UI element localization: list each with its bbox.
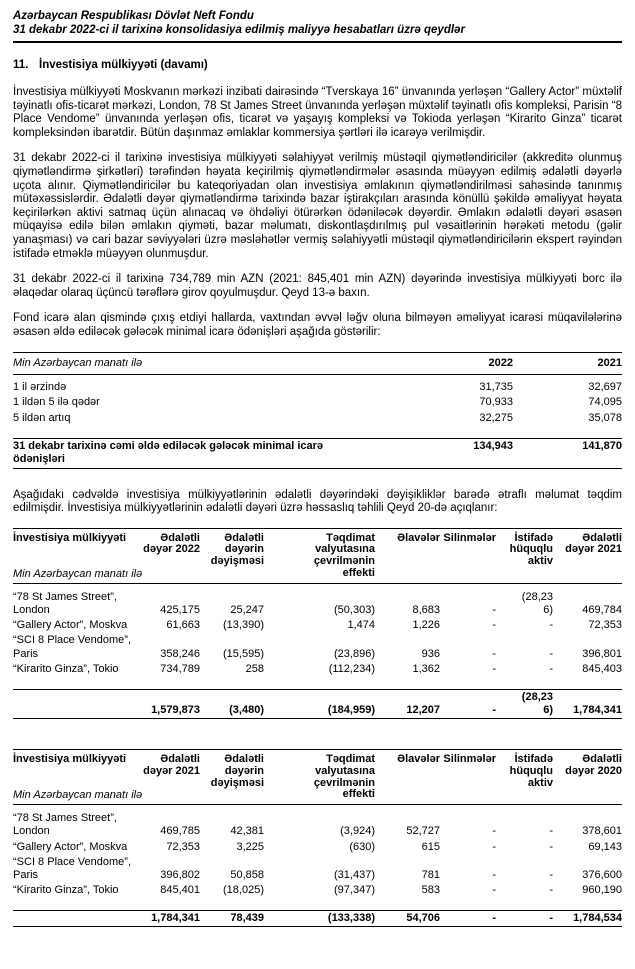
property-row (13, 618, 622, 633)
col-header-writeoffs: Silinmələr (440, 528, 496, 583)
col-header-writeoffs: Silinmələr (440, 750, 496, 805)
unit-label: Min Azərbaycan manatı ilə (13, 789, 143, 802)
lease-period-row (13, 411, 622, 427)
additions: 1,362 (412, 662, 440, 675)
property-header-label: İnvestisiya mülkiyyəti (13, 531, 127, 544)
lease-total-2021: 141,870 (513, 438, 622, 468)
fv-change: (18,025) (223, 884, 264, 897)
fair-value-prior: 69,143 (588, 840, 622, 853)
header-divider (13, 41, 622, 43)
col-header-fair-value-2021: Ədalətli dəyər 2021 (143, 750, 200, 805)
lease-period-row (13, 374, 622, 395)
additions: 781 (421, 869, 440, 881)
total-right-of-use-asset: - (496, 910, 553, 926)
total-fx-translation-effect: (133,338) (264, 910, 375, 926)
column-header-2021: 2021 (513, 352, 622, 374)
col-header-fx-translation-effect: Təqdimat valyutasına çevrilmənin effekti (264, 528, 375, 583)
right-of-use-asset: - (549, 840, 553, 853)
additions: 583 (421, 884, 440, 897)
col-header-right-of-use-asset: İstifadə hüquqlu aktiv (496, 750, 553, 805)
total-fair-value-current: 1,579,873 (143, 689, 200, 718)
fx-translation-effect: (112,234) (328, 662, 375, 675)
section-number: 11. (13, 59, 29, 71)
fv2021-table-head (13, 750, 622, 805)
amount-2021: 35,078 (588, 411, 622, 424)
lease-table-head (13, 352, 622, 374)
writeoffs: - (492, 647, 496, 660)
additions: 936 (421, 647, 440, 660)
property-row (13, 840, 622, 855)
property-name: “Gallery Actor”, Moskva (13, 619, 128, 632)
amount-2022: 31,735 (479, 380, 513, 393)
period-label: 1 ildən 5 ilə qədər (13, 396, 100, 408)
fair-value-prior: 378,601 (582, 825, 622, 838)
fv2021-header-row (13, 750, 622, 805)
fv-change: (15,595) (223, 647, 264, 660)
fair-value-prior: 469,784 (582, 604, 622, 617)
property-name: “78 St James Street”, London (13, 590, 117, 617)
writeoffs: - (492, 604, 496, 617)
additions: 8,683 (412, 604, 440, 617)
fx-translation-effect: (3,924) (340, 825, 375, 838)
spacer-row (13, 898, 622, 910)
property-row (13, 855, 622, 883)
property-name: “Gallery Actor”, Moskva (13, 840, 128, 853)
fv-change: 258 (245, 662, 264, 675)
fair-value-current: 61,663 (166, 619, 200, 632)
property-name: “Kirarito Ginza”, Tokio (13, 884, 119, 897)
fx-translation-effect: (50,303) (334, 604, 375, 617)
total-right-of-use-asset: (28,236) (496, 689, 553, 718)
total-fair-value-prior: 1,784,534 (553, 910, 622, 926)
col-header-property (13, 528, 143, 583)
col-header-right-of-use-asset: İstifadə hüquqlu aktiv (496, 528, 553, 583)
col-header-property (13, 750, 143, 805)
total-writeoffs: - (440, 689, 496, 718)
writeoffs: - (492, 840, 496, 853)
right-of-use-asset: - (549, 825, 553, 838)
lease-header-row (13, 352, 622, 374)
fv-change: 50,858 (230, 869, 264, 881)
amount-2022: 32,275 (479, 411, 513, 424)
spacer-row (13, 677, 622, 689)
additions: 1,226 (412, 619, 440, 632)
additions: 615 (421, 840, 440, 853)
totals-empty-cell (13, 910, 143, 926)
period-label: 1 il ərzində (13, 380, 67, 393)
period-label: 5 ildən artıq (13, 411, 71, 424)
fx-translation-effect: (31,437) (334, 869, 375, 881)
writeoffs: - (492, 619, 496, 632)
total-fv-change: 78,439 (200, 910, 264, 926)
fv-change: 42,381 (230, 825, 264, 838)
section-heading (13, 59, 622, 71)
writeoffs: - (492, 869, 496, 881)
col-header-fx-translation-effect: Təqdimat valyutasına çevrilmənin effekti (264, 750, 375, 805)
additions: 52,727 (406, 825, 440, 838)
fx-translation-effect: (630) (349, 840, 375, 853)
fair-value-current: 469,785 (160, 825, 200, 838)
unit-label: Min Azərbaycan manatı ilə (13, 352, 373, 374)
fair-value-prior: 396,801 (582, 647, 622, 660)
fx-translation-effect: 1,474 (347, 619, 375, 632)
col-header-fair-value-2022: Ədalətli dəyər 2022 (143, 528, 200, 583)
fv2021-table-footer (13, 898, 622, 926)
total-fair-value-current: 1,784,341 (143, 910, 200, 926)
total-additions: 12,207 (375, 689, 440, 718)
fv2022-totals-row (13, 689, 622, 718)
report-title: 31 dekabr 2022-ci il tarixinə konsolidasiya edilmiş maliyyə hesabatları üzrə qeydlər (13, 24, 465, 36)
right-of-use-asset: - (549, 647, 553, 660)
property-name: “SCI 8 Place Vendome”, Paris (13, 634, 132, 660)
writeoffs: - (492, 825, 496, 838)
fair-value-current: 845,401 (160, 884, 200, 897)
fair-value-prior: 960,190 (582, 884, 622, 897)
amount-2022: 70,933 (479, 396, 513, 408)
property-row (13, 633, 622, 661)
property-header-label: İnvestisiya mülkiyyəti (13, 753, 127, 765)
right-of-use-asset: (28,236) (521, 590, 553, 617)
writeoffs: - (492, 884, 496, 897)
paragraph-properties-description: İnvestisiya mülkiyyəti Moskvanın mərkəzi inzibati dairəsində “Tverskaya 16” ünvanında yerləşən “Gallery Actor” müxtəlif təyinatlı ofis-ticarət mərkəzi, London, 78 St James Street ünvanında yerləşən müxtəlif təyinatlı ofis kompleksi, Parisin “8 Place Vendome” ünvanında yerləşən ofis, ticarət və yaşayış kompleksi və Tokioda yerləşən “Kirarito Ginza” ticarət kompleksindən ibarətdir. Bütün daşınmaz əmlaklar kommersiya şərtləri ilə icarəyə verilmişdir. (13, 86, 622, 139)
paragraph-lease-intro: Fond icarə alan qismində çıxış etdiyi hallarda, vaxtından əvvəl ləğv oluna bilməyən əməliyyat icarəsi müqavilələrinə əsasən əldə ediləcək gələcək minimal icarə ödənişləri aşağıda göstərilir: (13, 312, 622, 338)
total-additions: 54,706 (375, 910, 440, 926)
fair-value-current: 72,353 (166, 840, 200, 853)
column-header-2022: 2022 (373, 352, 513, 374)
property-row (13, 805, 622, 840)
fv-change: (13,390) (223, 619, 264, 632)
property-name: “78 St James Street”, London (13, 812, 117, 838)
unit-label: Min Azərbaycan manatı ilə (13, 568, 143, 581)
fx-translation-effect: (23,896) (334, 647, 375, 660)
fv-change: 25,247 (230, 604, 264, 617)
fair-value-movements-table-2021 (13, 749, 622, 927)
right-of-use-asset: - (549, 619, 553, 632)
minimum-lease-payments-table (13, 352, 622, 469)
right-of-use-asset: - (549, 884, 553, 897)
total-fair-value-prior: 1,784,341 (553, 689, 622, 718)
fair-value-current: 358,246 (160, 647, 200, 660)
fair-value-current: 734,789 (160, 662, 200, 675)
paragraph-fair-value-intro: Aşağıdakı cədvəldə investisiya mülkiyyətlərinin ədalətli dəyərindəki dəyişikliklər barədə ətraflı məlumat təqdim edilmişdir. İnvestisiya mülkiyyətlərinin ədalətli dəyəri üzrə həssaslıq təhlili Qeyd 20-də açıqlanır: (13, 488, 622, 515)
section-title: İnvestisiya mülkiyyəti (davamı) (39, 59, 208, 71)
total-fx-translation-effect: (184,959) (264, 689, 375, 718)
lease-total-row (13, 438, 622, 468)
col-header-fv-change: Ədalətli dəyərin dəyişməsi (200, 750, 264, 805)
fv2021-totals-row (13, 910, 622, 926)
fv2022-table-head (13, 528, 622, 583)
fair-value-prior: 72,353 (588, 619, 622, 632)
fair-value-current: 425,175 (160, 604, 200, 617)
lease-total-label: 31 dekabr tarixinə cəmi əldə ediləcək gələcək minimal icarə ödənişləri (13, 438, 373, 468)
right-of-use-asset: - (549, 869, 553, 881)
writeoffs: - (492, 662, 496, 675)
property-row (13, 583, 622, 618)
property-row (13, 662, 622, 677)
fv2022-header-row (13, 528, 622, 583)
amount-2021: 32,697 (588, 380, 622, 393)
fair-value-movements-table-2022 (13, 528, 622, 719)
paragraph-valuation-method: 31 dekabr 2022-ci il tarixinə investisiya mülkiyyəti səlahiyyət verilmiş müstəqil qiymətləndiricilər (akkreditə olunmuş qiymətləndirmə şirkətləri) tərəfindən həyata keçirilmiş qiymətləndirmələr əsasında müəyyən edilmiş ədalətli dəyərlə uçota alınır. Qiymətləndiricilər bu kateqoriyadan olan investisiya əmlakının qiymətləndirilməsi sahəsində tanınmış mütəxəssislərdir. Ədalətli dəyər qiymətləndirmə tarixində bazar iştirakçıları arasında könüllü şəkildə əməliyyat həyata keçirilərkən aktivi satmaq üçün alınacaq və öhdəliyi ötürərkən ödəniləcək dəyərdir. Əmlakın ədalətli dəyəri əsasən müqayisə edilə bilən əmlakın qiyməti, bazar məlumatı, diskontlaşdırılmış pul vəsaitlərinin hərəkəti metodu (gəlir yanaşması) və cari bazar səviyyələri üzrə məsləhətlər vermiş səlahiyyətli müstəqil qiymətləndiricilərin ekspert rəyindən istifadə etməklə müəyyən olunmuşdur. (13, 152, 622, 260)
property-name: “SCI 8 Place Vendome”, Paris (13, 855, 132, 881)
fv2021-table-body (13, 805, 622, 899)
amount-2021: 74,095 (588, 396, 622, 408)
fv2022-table-footer (13, 677, 622, 718)
col-header-fair-value-2021: Ədalətli dəyər 2021 (553, 528, 622, 583)
col-header-fair-value-2020: Ədalətli dəyər 2020 (553, 750, 622, 805)
col-header-additions: Əlavələr (375, 528, 440, 583)
total-fv-change: (3,480) (200, 689, 264, 718)
lease-period-row (13, 395, 622, 411)
right-of-use-asset: - (549, 662, 553, 675)
fair-value-current: 396,802 (160, 869, 200, 881)
fair-value-prior: 376,600 (582, 869, 622, 881)
spacer-row (13, 426, 622, 438)
col-header-additions: Əlavələr (375, 750, 440, 805)
fair-value-prior: 845,403 (582, 662, 622, 675)
property-row (13, 883, 622, 898)
org-name: Azərbaycan Respublikası Dövlət Neft Fondu (13, 10, 254, 22)
paragraph-pledged-property: 31 dekabr 2022-ci il tarixinə 734,789 min AZN (2021: 845,401 min AZN) dəyərində investisiya mülkiyyəti borc ilə əlaqədar olaraq üçüncü tərəflərə girov qoyulmuşdur. Qeyd 13-ə baxın. (13, 273, 622, 299)
totals-empty-cell (13, 689, 143, 718)
property-name: “Kirarito Ginza”, Tokio (13, 662, 119, 675)
fv2022-table-body (13, 583, 622, 677)
lease-table-body (13, 374, 622, 426)
document-header (13, 9, 622, 37)
lease-table-footer (13, 426, 622, 468)
total-writeoffs: - (440, 910, 496, 926)
fv-change: 3,225 (236, 840, 264, 853)
lease-total-2022: 134,943 (373, 438, 513, 468)
col-header-fv-change: Ədalətli dəyərin dəyişməsi (200, 528, 264, 583)
fx-translation-effect: (97,347) (334, 884, 375, 897)
